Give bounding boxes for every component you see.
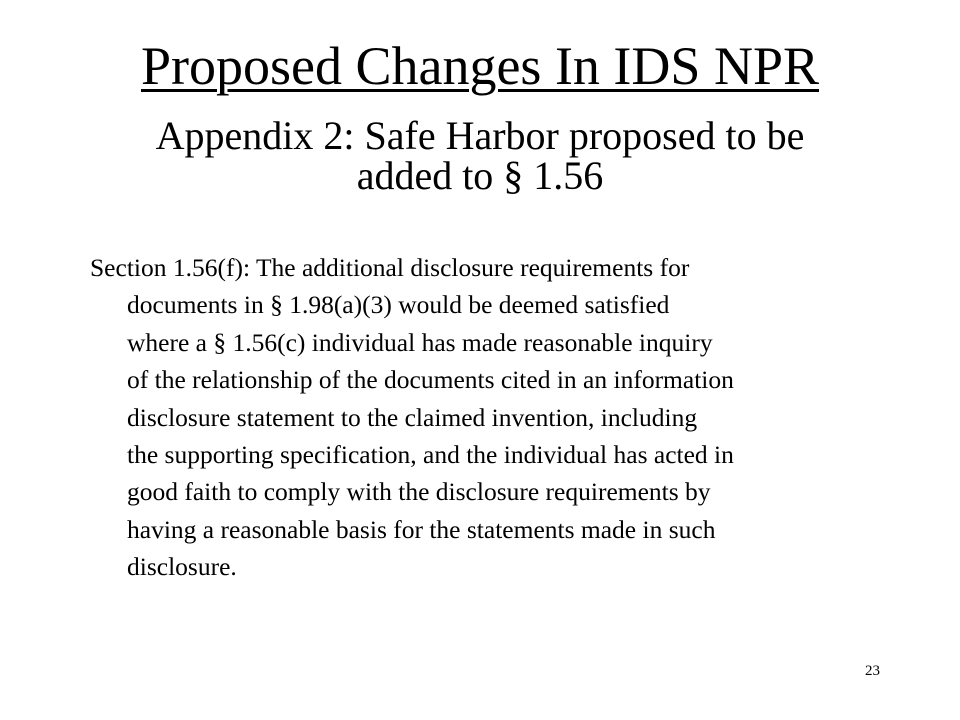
body-line-1: Section 1.56(f): The additional disclosure requirements for bbox=[90, 253, 690, 282]
body-line-6: the supporting specification, and the individual has acted in bbox=[127, 440, 734, 470]
subtitle-line-1: Appendix 2: Safe Harbor proposed to be bbox=[155, 113, 805, 158]
slide-subtitle bbox=[70, 113, 890, 198]
body-line-7: good faith to comply with the disclosure requirements by bbox=[127, 477, 711, 507]
subtitle-line-2: added to § 1.56 bbox=[356, 153, 604, 198]
body-line-4: of the relationship of the documents cited in an information bbox=[127, 365, 734, 395]
slide-title: Proposed Changes In IDS NPR bbox=[140, 36, 819, 96]
body-line-8: having a reasonable basis for the statements made in such bbox=[127, 514, 716, 544]
page-number: 23 bbox=[865, 663, 880, 679]
body-line-5: disclosure statement to the claimed invention, including bbox=[127, 402, 698, 432]
body-line-3: where a § 1.56(c) individual has made reasonable inquiry bbox=[127, 327, 713, 357]
body-line-9: disclosure. bbox=[127, 552, 237, 582]
body-paragraph bbox=[90, 249, 910, 586]
body-line-2: documents in § 1.98(a)(3) would be deemed satisfied bbox=[127, 290, 670, 320]
